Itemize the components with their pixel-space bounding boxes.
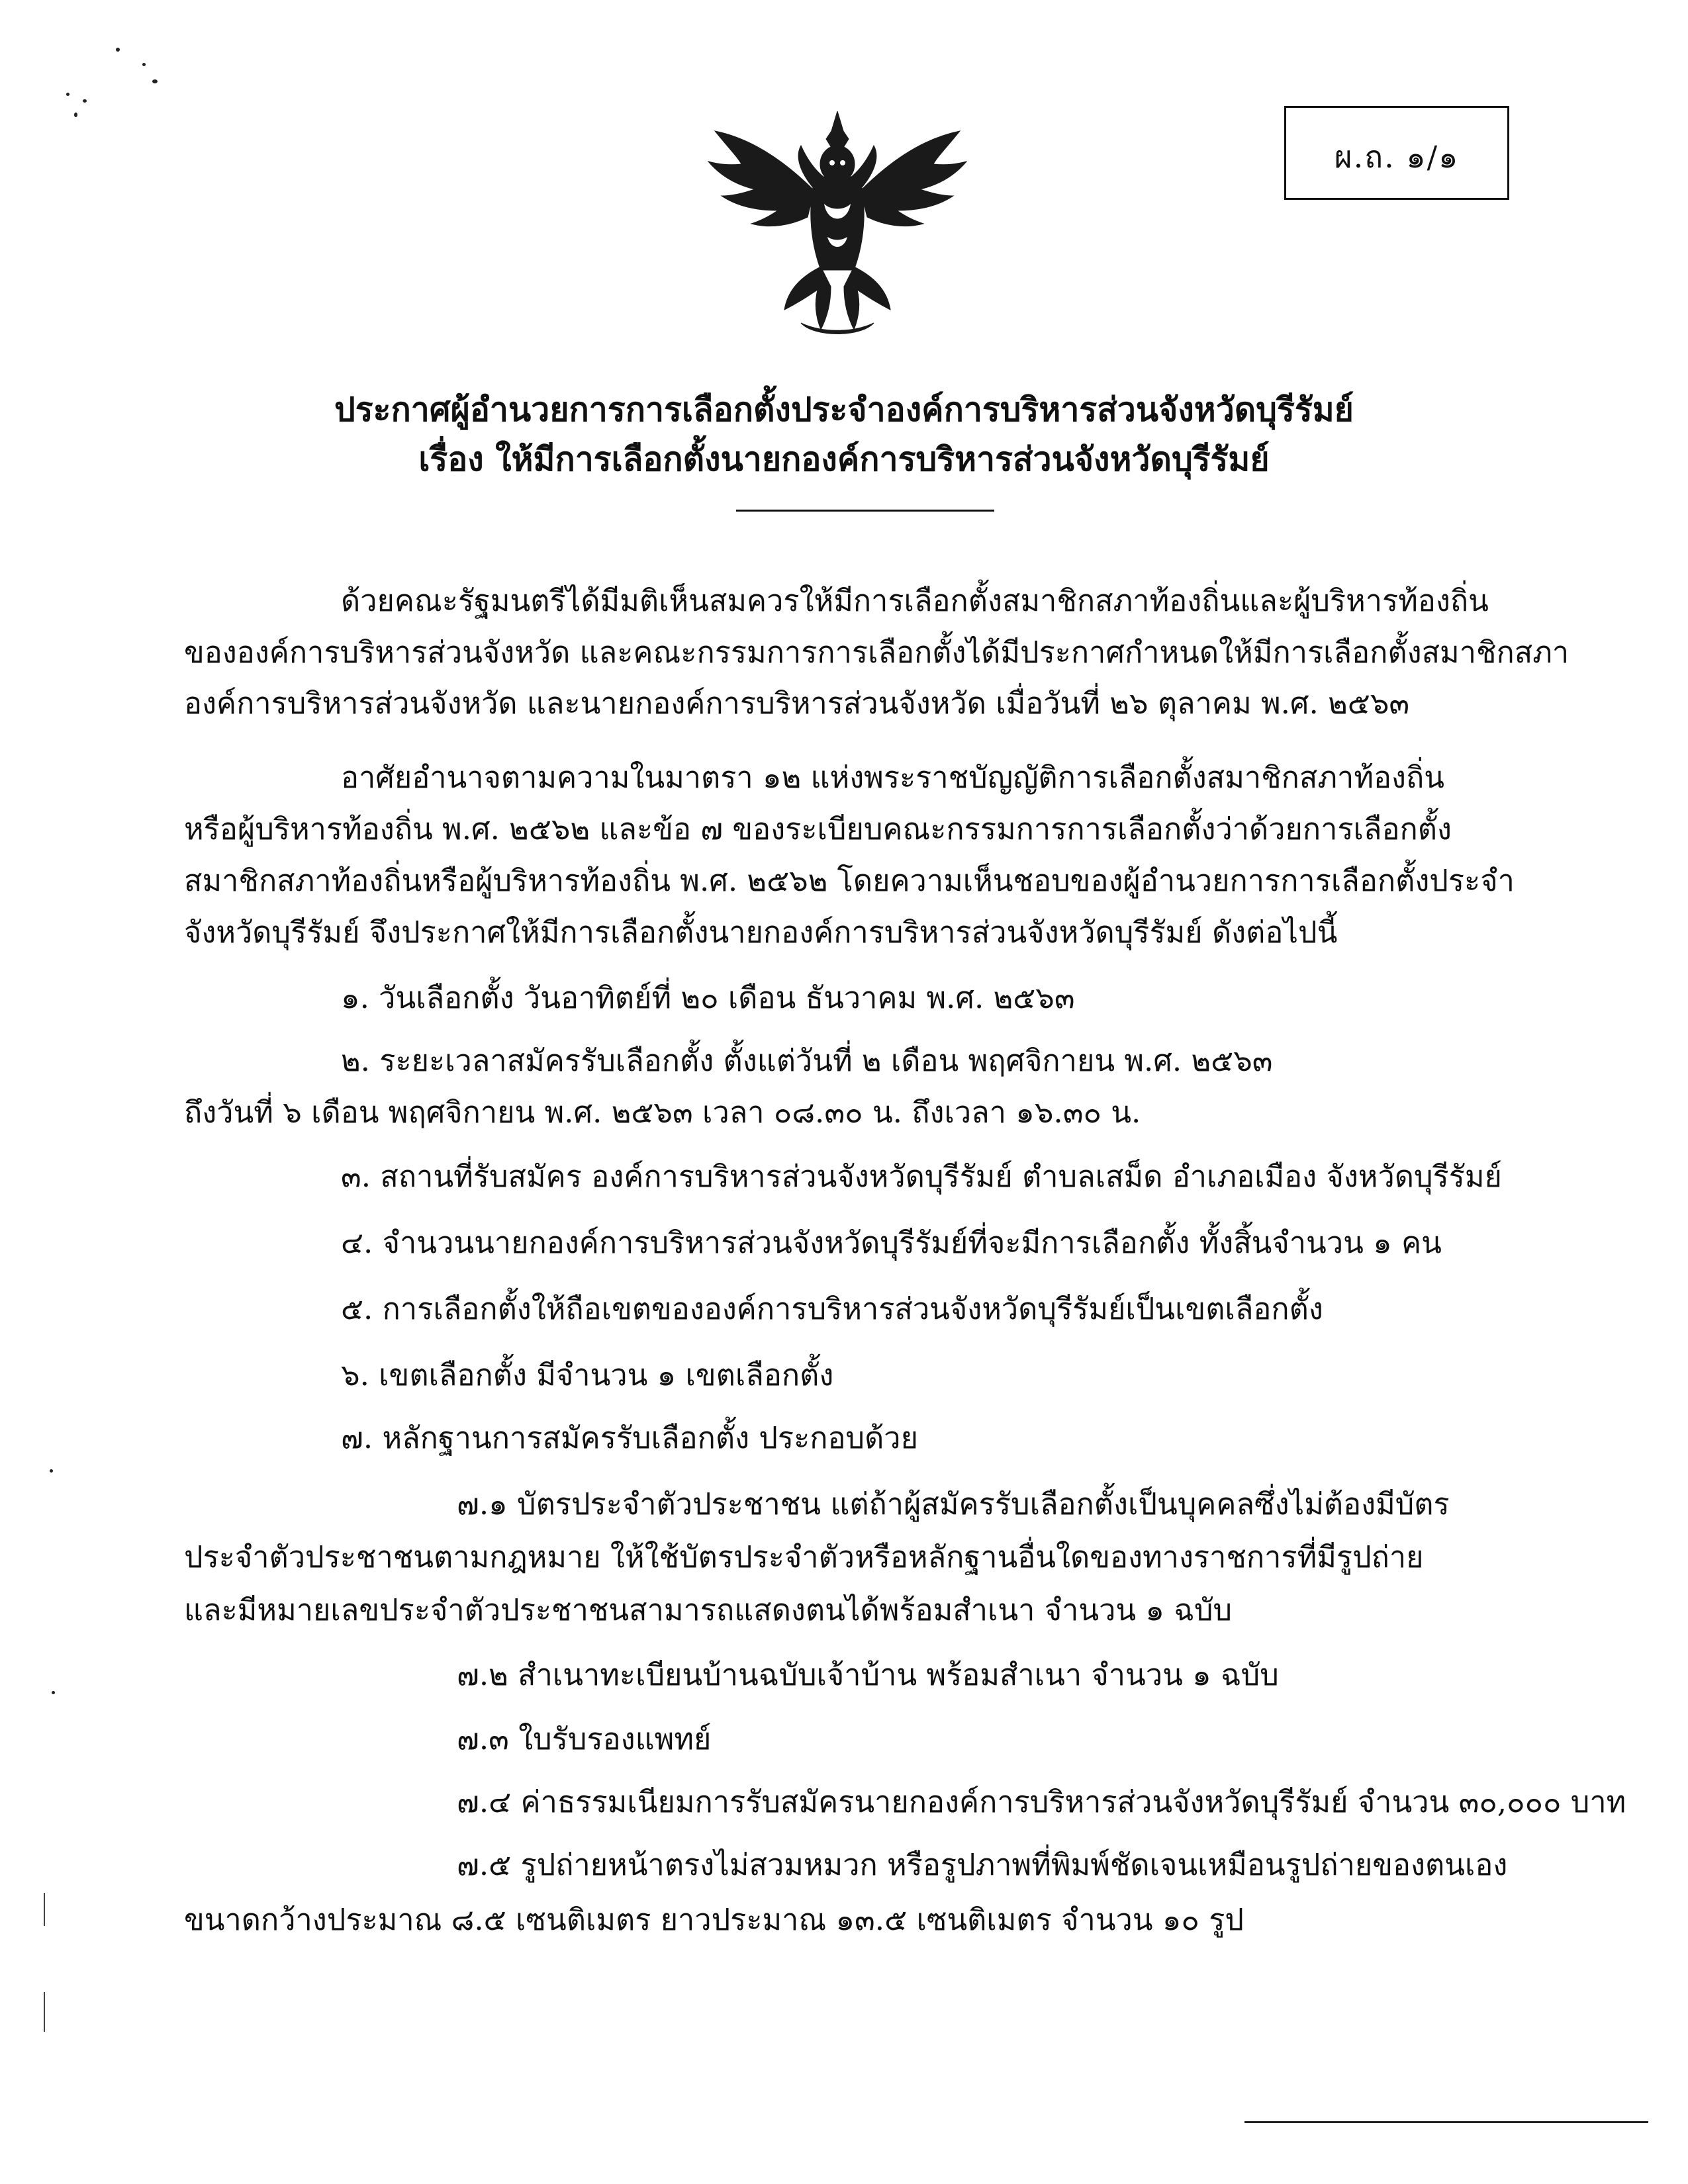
scan-speck [50, 1469, 53, 1473]
body-line: หรือผู้บริหารท้องถิ่น พ.ศ. ๒๕๖๒ และข้อ ๗ ของระเบียบคณะกรรมการการเลือกตั้งว่าด้วยการเลือกตั้ง [184, 811, 1452, 846]
subitem-id-card-cont: และมีหมายเลขประจำตัวประชาชนสามารถแสดงตนได้พร้อมสำเนา จำนวน ๑ ฉบับ [184, 1592, 1233, 1627]
item-number-of-mayors: ๔. จำนวนนายกองค์การบริหารส่วนจังหวัดบุรีรัมย์ที่จะมีการเลือกตั้ง ทั้งสิ้นจำนวน ๑ คน [341, 1225, 1442, 1260]
scan-speck [142, 63, 146, 66]
subitem-application-fee: ๗.๔ ค่าธรรมเนียมการรับสมัครนายกองค์การบริหารส่วนจังหวัดบุรีรัมย์ จำนวน ๓๐,๐๐๐ บาท [457, 1784, 1626, 1819]
scan-speck [74, 113, 77, 117]
subitem-photographs-cont: ขนาดกว้างประมาณ ๘.๕ เซนติเมตร ยาวประมาณ ๑๓.๕ เซนติเมตร จำนวน ๑๐ รูป [184, 1902, 1244, 1937]
body-line: ขององค์การบริหารส่วนจังหวัด และคณะกรรมการการเลือกตั้งได้มีประกาศกำหนดให้มีการเลือกตั้งสมาชิกสภา [184, 635, 1570, 670]
item-election-date: ๑. วันเลือกตั้ง วันอาทิตย์ที่ ๒๐ เดือน ธันวาคม พ.ศ. ๒๕๖๓ [341, 980, 1075, 1015]
scan-speck [83, 99, 87, 103]
subitem-id-card: ๗.๑ บัตรประจำตัวประชาชน แต่ถ้าผู้สมัครรับเลือกตั้งเป็นบุคคลซึ่งไม่ต้องมีบัตร [457, 1486, 1450, 1522]
title-divider [736, 510, 994, 512]
form-code-box [1284, 106, 1509, 200]
subitem-photographs: ๗.๕ รูปถ่ายหน้าตรงไม่สวมหมวก หรือรูปภาพที่พิมพ์ชัดเจนเหมือนรูปถ่ายของตนเอง [457, 1847, 1508, 1882]
body-line: ด้วยคณะรัฐมนตรีได้มีมติเห็นสมควรให้มีการเลือกตั้งสมาชิกสภาท้องถิ่นและผู้บริหารท้องถิ่น [341, 583, 1489, 618]
announcement-title: ประกาศผู้อำนวยการการเลือกตั้งประจำองค์การบริหารส่วนจังหวัดบุรีรัมย์ [334, 390, 1354, 429]
item-application-period: ๒. ระยะเวลาสมัครรับเลือกตั้ง ตั้งแต่วันที่ ๒ เดือน พฤศจิกายน พ.ศ. ๒๕๖๓ [341, 1043, 1273, 1078]
body-line: จังหวัดบุรีรัมย์ จึงประกาศให้มีการเลือกตั้งนายกองค์การบริหารส่วนจังหวัดบุรีรัมย์ ดังต่อไปนี้ [184, 915, 1338, 950]
body-line: สมาชิกสภาท้องถิ่นหรือผู้บริหารท้องถิ่น พ.ศ. ๒๕๖๒ โดยความเห็นชอบของผู้อำนวยการการเลือกตั้งประจำ [184, 863, 1515, 898]
scan-margin-mark [44, 1992, 45, 2032]
item-application-place: ๓. สถานที่รับสมัคร องค์การบริหารส่วนจังหวัดบุรีรัมย์ ตำบลเสม็ด อำเภอเมือง จังหวัดบุรีรัมย์ [341, 1159, 1502, 1194]
item-constituency-count: ๖. เขตเลือกตั้ง มีจำนวน ๑ เขตเลือกตั้ง [341, 1357, 834, 1392]
subitem-medical-certificate: ๗.๓ ใบรับรองแพทย์ [457, 1721, 712, 1756]
announcement-subject: เรื่อง ให้มีการเลือกตั้งนายกองค์การบริหารส่วนจังหวัดบุรีรัมย์ [418, 439, 1270, 478]
item-application-period-cont: ถึงวันที่ ๖ เดือน พฤศจิกายน พ.ศ. ๒๕๖๓ เวลา ๐๘.๓๐ น. ถึงเวลา ๑๖.๓๐ น. [184, 1095, 1141, 1130]
item-constituency: ๕. การเลือกตั้งให้ถือเขตขององค์การบริหารส่วนจังหวัดบุรีรัมย์เป็นเขตเลือกตั้ง [341, 1291, 1323, 1326]
scan-speck [66, 93, 70, 96]
garuda-emblem-icon [702, 111, 973, 340]
scan-speck [152, 79, 158, 83]
scan-speck [52, 1691, 55, 1694]
item-required-documents: ๗. หลักฐานการสมัครรับเลือกตั้ง ประกอบด้วย [341, 1420, 918, 1455]
body-line: องค์การบริหารส่วนจังหวัด และนายกองค์การบริหารส่วนจังหวัด เมื่อวันที่ ๒๖ ตุลาคม พ.ศ. ๒๕๖๓ [184, 686, 1410, 721]
body-line: อาศัยอำนาจตามความในมาตรา ๑๒ แห่งพระราชบัญญัติการเลือกตั้งสมาชิกสภาท้องถิ่น [341, 760, 1444, 795]
scan-speck [116, 48, 120, 52]
scan-margin-mark [44, 1893, 45, 1926]
subitem-house-registration: ๗.๒ สำเนาทะเบียนบ้านฉบับเจ้าบ้าน พร้อมสำเนา จำนวน ๑ ฉบับ [457, 1657, 1279, 1692]
subitem-id-card-cont: ประจำตัวประชาชนตามกฎหมาย ให้ใช้บัตรประจำตัวหรือหลักฐานอื่นใดของทางราชการที่มีรูปถ่าย [184, 1539, 1424, 1574]
form-code: ผ.ถ. ๑/๑ [1334, 139, 1460, 175]
footer-line [1244, 2121, 1648, 2123]
